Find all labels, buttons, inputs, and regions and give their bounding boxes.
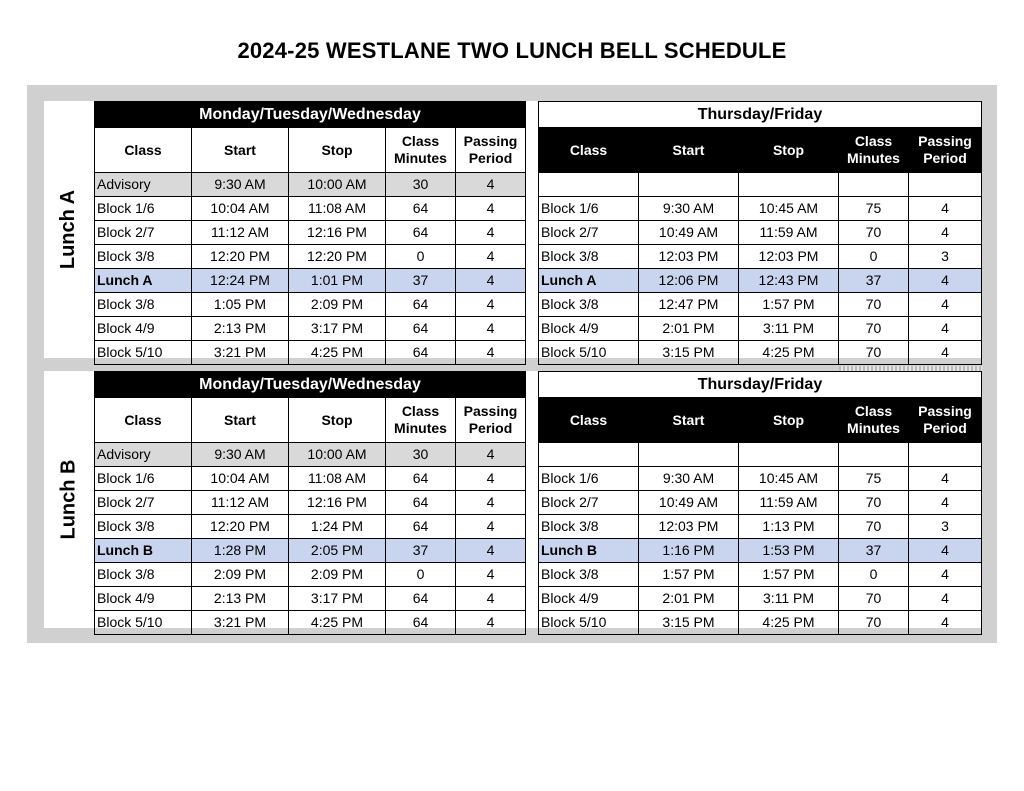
minutes-cell: 70 <box>839 293 909 317</box>
table-row <box>95 467 526 491</box>
day-header: Monday/Tuesday/Wednesday <box>95 372 526 398</box>
start-cell: 10:04 AM <box>192 197 289 221</box>
class-cell: Block 3/8 <box>95 563 192 587</box>
start-cell: 11:12 AM <box>192 221 289 245</box>
passing-cell: 4 <box>456 443 526 467</box>
passing-cell: 4 <box>456 563 526 587</box>
class-cell: Block 4/9 <box>95 587 192 611</box>
stop-cell: 10:45 AM <box>739 467 839 491</box>
stop-cell: 3:11 PM <box>739 317 839 341</box>
table-row <box>539 467 982 491</box>
start-cell: 3:15 PM <box>639 341 739 365</box>
minutes-cell: 75 <box>839 197 909 221</box>
start-cell: 1:28 PM <box>192 539 289 563</box>
col-minutes-header-line2: Minutes <box>394 150 447 166</box>
passing-cell: 4 <box>909 467 982 491</box>
minutes-cell: 64 <box>386 341 456 365</box>
col-minutes-header-line2: Minutes <box>847 150 900 166</box>
passing-cell: 4 <box>909 491 982 515</box>
lunch-b-thf-table <box>538 371 982 635</box>
col-passing-header-line2: Period <box>468 150 513 166</box>
col-start-header: Start <box>192 128 289 173</box>
lunch-b-section <box>44 371 982 628</box>
start-cell: 1:57 PM <box>639 563 739 587</box>
minutes-cell: 70 <box>839 317 909 341</box>
start-cell: 12:47 PM <box>639 293 739 317</box>
class-cell: Block 5/10 <box>539 341 639 365</box>
stop-cell: 1:13 PM <box>739 515 839 539</box>
start-cell: 2:01 PM <box>639 317 739 341</box>
class-cell: Block 4/9 <box>539 587 639 611</box>
table-row <box>539 197 982 221</box>
lunch-a-thf-table <box>538 101 982 365</box>
passing-cell <box>909 443 982 467</box>
class-cell: Block 2/7 <box>539 491 639 515</box>
start-cell: 1:16 PM <box>639 539 739 563</box>
class-cell: Block 5/10 <box>95 611 192 635</box>
table-row <box>539 173 982 197</box>
stop-cell: 12:43 PM <box>739 269 839 293</box>
start-cell: 11:12 AM <box>192 491 289 515</box>
day-header: Monday/Tuesday/Wednesday <box>95 102 526 128</box>
col-minutes-header <box>386 128 456 173</box>
class-cell: Block 5/10 <box>539 611 639 635</box>
stop-cell: 2:09 PM <box>289 563 386 587</box>
col-start-header: Start <box>639 128 739 173</box>
passing-cell: 4 <box>456 269 526 293</box>
col-minutes-header-line1: Class <box>401 403 440 419</box>
lunch-a-mtw-table <box>94 101 526 365</box>
passing-cell: 4 <box>456 467 526 491</box>
minutes-cell <box>839 443 909 467</box>
table-row <box>539 563 982 587</box>
table-row <box>95 317 526 341</box>
minutes-cell: 37 <box>386 269 456 293</box>
minutes-cell: 70 <box>839 611 909 635</box>
column-header-row <box>95 128 526 173</box>
lunch-a-section <box>44 101 982 358</box>
class-cell: Block 3/8 <box>95 293 192 317</box>
stop-cell: 4:25 PM <box>739 611 839 635</box>
passing-cell: 4 <box>456 515 526 539</box>
stop-cell: 4:25 PM <box>289 611 386 635</box>
passing-cell: 4 <box>909 221 982 245</box>
table-row <box>95 293 526 317</box>
passing-cell: 4 <box>909 539 982 563</box>
passing-cell: 4 <box>909 317 982 341</box>
passing-cell: 4 <box>456 245 526 269</box>
passing-cell: 4 <box>456 317 526 341</box>
start-cell: 9:30 AM <box>192 173 289 197</box>
table-row <box>95 587 526 611</box>
passing-cell: 4 <box>456 173 526 197</box>
minutes-cell: 64 <box>386 221 456 245</box>
stop-cell: 11:59 AM <box>739 221 839 245</box>
table-row <box>539 611 982 635</box>
table-row <box>539 293 982 317</box>
col-stop-header: Stop <box>739 398 839 443</box>
passing-cell: 3 <box>909 515 982 539</box>
passing-cell: 4 <box>456 221 526 245</box>
class-cell: Block 1/6 <box>539 197 639 221</box>
table-row <box>539 245 982 269</box>
class-cell: Lunch A <box>539 269 639 293</box>
passing-cell: 4 <box>909 269 982 293</box>
stop-cell: 12:20 PM <box>289 245 386 269</box>
passing-cell: 4 <box>456 491 526 515</box>
table-row <box>539 221 982 245</box>
table-row <box>539 341 982 365</box>
stop-cell: 1:57 PM <box>739 563 839 587</box>
lunch-a-label: Lunch A <box>57 189 80 270</box>
column-header-row <box>539 398 982 443</box>
start-cell: 2:13 PM <box>192 317 289 341</box>
class-cell: Block 2/7 <box>539 221 639 245</box>
start-cell: 10:04 AM <box>192 467 289 491</box>
col-passing-header-line1: Passing <box>918 403 972 419</box>
minutes-cell: 75 <box>839 467 909 491</box>
col-stop-header: Stop <box>739 128 839 173</box>
minutes-cell: 70 <box>839 341 909 365</box>
col-minutes-header-line1: Class <box>854 403 893 419</box>
col-passing-header-line2: Period <box>923 420 967 436</box>
stop-cell: 3:17 PM <box>289 317 386 341</box>
col-passing-header <box>909 128 982 173</box>
minutes-cell: 64 <box>386 197 456 221</box>
table-row <box>95 221 526 245</box>
class-cell: Block 3/8 <box>539 245 639 269</box>
minutes-cell: 30 <box>386 443 456 467</box>
class-cell: Block 4/9 <box>539 317 639 341</box>
stop-cell: 4:25 PM <box>739 341 839 365</box>
start-cell: 9:30 AM <box>639 197 739 221</box>
minutes-cell: 70 <box>839 515 909 539</box>
passing-cell: 4 <box>909 587 982 611</box>
stop-cell: 12:16 PM <box>289 491 386 515</box>
minutes-cell: 64 <box>386 515 456 539</box>
stop-cell: 11:59 AM <box>739 491 839 515</box>
column-header-row <box>95 398 526 443</box>
stop-cell: 1:53 PM <box>739 539 839 563</box>
col-minutes-header-line2: Minutes <box>847 420 900 436</box>
stop-cell: 12:03 PM <box>739 245 839 269</box>
start-cell: 2:13 PM <box>192 587 289 611</box>
minutes-cell: 64 <box>386 491 456 515</box>
table-row <box>95 491 526 515</box>
col-minutes-header-line1: Class <box>401 133 440 149</box>
class-cell: Block 2/7 <box>95 221 192 245</box>
start-cell: 2:09 PM <box>192 563 289 587</box>
class-cell <box>539 443 639 467</box>
class-cell: Lunch A <box>95 269 192 293</box>
passing-cell: 4 <box>456 197 526 221</box>
minutes-cell: 0 <box>386 563 456 587</box>
col-class-header: Class <box>95 128 192 173</box>
stop-cell: 4:25 PM <box>289 341 386 365</box>
class-cell: Block 3/8 <box>539 563 639 587</box>
table-row <box>95 539 526 563</box>
day-header: Thursday/Friday <box>539 372 982 398</box>
start-cell: 3:21 PM <box>192 611 289 635</box>
minutes-cell: 0 <box>386 245 456 269</box>
class-cell: Lunch B <box>539 539 639 563</box>
passing-cell: 4 <box>456 293 526 317</box>
stop-cell <box>739 443 839 467</box>
minutes-cell: 64 <box>386 293 456 317</box>
class-cell: Block 1/6 <box>95 467 192 491</box>
class-cell: Advisory <box>95 443 192 467</box>
day-header: Thursday/Friday <box>539 102 982 128</box>
minutes-cell: 37 <box>839 539 909 563</box>
lunch-b-side-label <box>44 371 94 628</box>
start-cell: 12:03 PM <box>639 515 739 539</box>
start-cell: 10:49 AM <box>639 221 739 245</box>
table-row <box>539 317 982 341</box>
start-cell <box>639 173 739 197</box>
class-cell: Block 1/6 <box>95 197 192 221</box>
minutes-cell <box>839 173 909 197</box>
class-cell: Block 2/7 <box>95 491 192 515</box>
stop-cell: 2:05 PM <box>289 539 386 563</box>
col-passing-header-line1: Passing <box>463 133 518 149</box>
table-row <box>95 197 526 221</box>
stop-cell: 3:17 PM <box>289 587 386 611</box>
passing-cell: 4 <box>909 341 982 365</box>
stop-cell: 1:24 PM <box>289 515 386 539</box>
stop-cell: 11:08 AM <box>289 467 386 491</box>
passing-cell: 4 <box>456 587 526 611</box>
col-class-header: Class <box>539 398 639 443</box>
passing-cell: 4 <box>456 341 526 365</box>
col-class-header: Class <box>95 398 192 443</box>
minutes-cell: 37 <box>386 539 456 563</box>
table-row <box>539 443 982 467</box>
column-header-row <box>539 128 982 173</box>
start-cell: 2:01 PM <box>639 587 739 611</box>
lunch-b-mtw-table <box>94 371 526 635</box>
minutes-cell: 0 <box>839 563 909 587</box>
table-row <box>95 563 526 587</box>
start-cell: 1:05 PM <box>192 293 289 317</box>
minutes-cell: 64 <box>386 317 456 341</box>
col-minutes-header-line1: Class <box>854 133 893 149</box>
class-cell: Block 3/8 <box>539 515 639 539</box>
col-class-header: Class <box>539 128 639 173</box>
col-passing-header <box>909 398 982 443</box>
table-row <box>95 245 526 269</box>
col-passing-header-line1: Passing <box>918 133 972 149</box>
col-minutes-header-line2: Minutes <box>394 420 447 436</box>
start-cell: 12:20 PM <box>192 245 289 269</box>
class-cell: Lunch B <box>95 539 192 563</box>
start-cell: 12:06 PM <box>639 269 739 293</box>
class-cell: Block 1/6 <box>539 467 639 491</box>
passing-cell: 4 <box>456 611 526 635</box>
table-row <box>95 611 526 635</box>
stop-cell: 10:45 AM <box>739 197 839 221</box>
start-cell: 3:15 PM <box>639 611 739 635</box>
col-minutes-header <box>839 128 909 173</box>
class-cell: Block 3/8 <box>539 293 639 317</box>
class-cell: Block 3/8 <box>95 245 192 269</box>
table-row <box>95 443 526 467</box>
table-row <box>95 173 526 197</box>
col-start-header: Start <box>192 398 289 443</box>
minutes-cell: 70 <box>839 491 909 515</box>
stop-cell: 11:08 AM <box>289 197 386 221</box>
stop-cell: 10:00 AM <box>289 173 386 197</box>
stop-cell: 12:16 PM <box>289 221 386 245</box>
stop-cell: 10:00 AM <box>289 443 386 467</box>
stop-cell: 1:57 PM <box>739 293 839 317</box>
start-cell: 12:24 PM <box>192 269 289 293</box>
page-title: 2024-25 WESTLANE TWO LUNCH BELL SCHEDULE <box>237 38 787 63</box>
lunch-b-label: Lunch B <box>57 459 80 540</box>
class-cell: Block 4/9 <box>95 317 192 341</box>
col-passing-header <box>456 128 526 173</box>
passing-cell: 4 <box>909 563 982 587</box>
stop-cell: 2:09 PM <box>289 293 386 317</box>
col-stop-header: Stop <box>289 398 386 443</box>
table-row <box>95 341 526 365</box>
passing-cell: 4 <box>909 611 982 635</box>
passing-cell: 4 <box>456 539 526 563</box>
stop-cell <box>739 173 839 197</box>
minutes-cell: 30 <box>386 173 456 197</box>
class-cell <box>539 173 639 197</box>
start-cell: 12:20 PM <box>192 515 289 539</box>
table-row <box>539 587 982 611</box>
minutes-cell: 64 <box>386 611 456 635</box>
start-cell: 10:49 AM <box>639 491 739 515</box>
start-cell: 9:30 AM <box>192 443 289 467</box>
table-row <box>539 515 982 539</box>
start-cell: 3:21 PM <box>192 341 289 365</box>
start-cell: 12:03 PM <box>639 245 739 269</box>
col-passing-header-line1: Passing <box>463 403 518 419</box>
table-row <box>539 269 982 293</box>
class-cell: Block 3/8 <box>95 515 192 539</box>
lunch-a-side-label <box>44 101 94 358</box>
passing-cell: 3 <box>909 245 982 269</box>
minutes-cell: 70 <box>839 221 909 245</box>
col-stop-header: Stop <box>289 128 386 173</box>
start-cell <box>639 443 739 467</box>
table-row <box>95 269 526 293</box>
start-cell: 9:30 AM <box>639 467 739 491</box>
class-cell: Advisory <box>95 173 192 197</box>
col-passing-header-line2: Period <box>923 150 967 166</box>
passing-cell: 4 <box>909 197 982 221</box>
minutes-cell: 37 <box>839 269 909 293</box>
table-row <box>95 515 526 539</box>
minutes-cell: 64 <box>386 587 456 611</box>
class-cell: Block 5/10 <box>95 341 192 365</box>
minutes-cell: 64 <box>386 467 456 491</box>
col-minutes-header <box>386 398 456 443</box>
stop-cell: 3:11 PM <box>739 587 839 611</box>
stop-cell: 1:01 PM <box>289 269 386 293</box>
passing-cell <box>909 173 982 197</box>
table-row <box>539 539 982 563</box>
minutes-cell: 70 <box>839 587 909 611</box>
col-passing-header <box>456 398 526 443</box>
minutes-cell: 0 <box>839 245 909 269</box>
col-minutes-header <box>839 398 909 443</box>
passing-cell: 4 <box>909 293 982 317</box>
col-start-header: Start <box>639 398 739 443</box>
col-passing-header-line2: Period <box>468 420 513 436</box>
table-row <box>539 491 982 515</box>
